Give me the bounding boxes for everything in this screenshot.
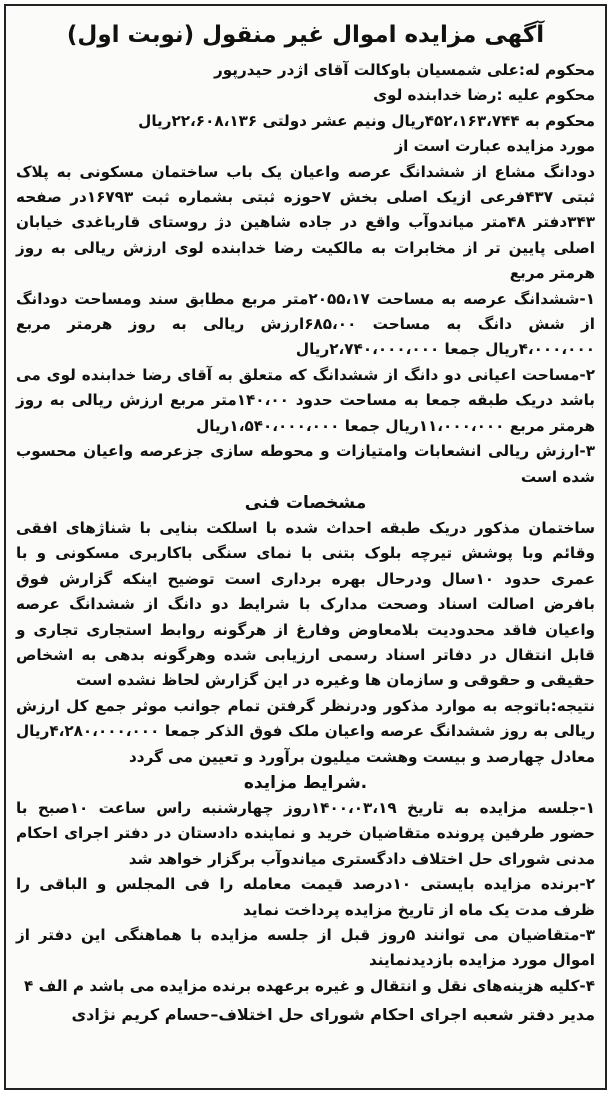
land-valuation-item: ۱-ششدانگ عرصه به مساحت ۲۰۵۵،۱۷متر مربع مطابق سند ومساحت دودانگ از شش دانگ به مساحت ۶۸۵،۰۰ارزش ریالی به روز هرمتر مربع ۴،۰۰۰،۰۰۰ریال جمعا ۲،۷۴۰،۰۰۰،۰۰۰ریال (16, 289, 595, 359)
utilities-valuation-item: ۳-ارزش ریالی انشعابات وامتیازات و محوطه سازی جزعرصه واعیان محسوب شده است (16, 442, 595, 486)
technical-specs-heading: مشخصات فنی (244, 492, 367, 513)
notice-title: آگهی مزایده اموال غیر منقول (نوبت اول) (66, 22, 545, 48)
building-valuation-item: ۲-مساحت اعیانی دو دانگ از ششدانگ که متعلق به آقای رضا خدابنده لوی می باشد دریک طبقه جمعا به مساحت حدود ۱۴۰،۰۰متر مربع ارزش ریالی به روز هرمتر مربع ۱۱،۰۰۰،۰۰۰ریال جمعا ۱،۵۴۰،۰۰۰،۰۰۰ریال (16, 365, 595, 435)
auction-terms-heading: .شرایط مزایده (243, 772, 368, 793)
auction-notice (16, 18, 595, 1029)
technical-specs-body: ساختمان مذکور دریک طبقه احداث شده با اسلکت بنایی با شناژهای افقی وقائم وبا پوشش تیرچه بلوک بتنی با نمای سنگی باکاربری مسکونی و با عمری حدود ۱۰سال ودرحال بهره برداری است توضیح اینکه گزارش فوق بافرض اصالت اسناد وصحت مدارک با شرایط دو دانگ از ششدانگ عرصه واعیان فاقد محدودیت بلامعاوض وفارغ از هرگونه روابط استجاری تجاری و قابل انتقال در دفاتر اسناد رسمی ارزیابی شده وهرگونه بدهی به اشخاص حقیقی و حقوقی و سازمان ها وغیره در این گزارش لحاظ نشده است (16, 518, 595, 690)
auction-term-3: ۳-متقاضیان می توانند ۵روز قبل از جلسه مزایده با هماهنگی این دفتر از اموال مورد مزایده بازدیدنمایند (16, 926, 595, 970)
auction-term-1: ۱-جلسه مزایده به تاریخ ۱۴۰۰،۰۳،۱۹روز چهارشنبه راس ساعت ۱۰صبح با حضور طرفین پرونده متقاضیان خرید و نماینده دادستان در دفتر اجرای احکام مدنی شورای حل اختلاف دادگستری میاندوآب برگزار خواهد شد (16, 798, 595, 868)
auction-term-4: ۴-کلیه هزینه‌های نقل و انتقال و غیره برعهده برنده مزایده می باشد م الف ۴ (24, 976, 595, 995)
plaintiff-line: محکوم له:علی شمسیان باوکالت آقای اژدر حیدرپور (214, 61, 595, 79)
subject-intro: مورد مزایده عبارت است از (394, 137, 595, 156)
defendant-line: محکوم علیه :رضا خدابنده لوی (373, 86, 595, 105)
valuation-conclusion: نتیجه:باتوجه به موارد مذکور ودرنظر گرفتن تمام جوانب موثر جمع کل ارزش ریالی به روز ششدانگ عرصه واعیان ملک فوق الذکر جمعا ۴،۲۸۰،۰۰۰،۰۰۰ریال معادل چهارصد و بیست وهشت میلیون برآورد و تعیین می گردد (16, 696, 595, 766)
property-description: دودانگ مشاع از ششدانگ عرصه واعیان یک باب ساختمان مسکونی به پلاک ثبتی ۴۳۷فرعی ازیک اصلی بخش ۷حوزه ثبتی بشماره ثبت ۱۶۷۹۳در صفحه ۳۴۳دفتر ۴۸متر میاندوآب واقع در جاده شاهین دژ روستای قارباغدی خیابان اصلی پایین تر از مخابرات به مالکیت رضا خدابنده لوی ارزش ریالی به روز هرمتر مربع (16, 162, 595, 283)
judgment-amount-line: محکوم به ۴۵۲،۱۶۳،۷۴۴ریال ونیم عشر دولتی ۲۲،۶۰۸،۱۳۶ریال (138, 111, 595, 130)
notice-frame (4, 4, 607, 1090)
signature-line: مدیر دفتر شعبه اجرای احکام شورای حل اختلاف–حسام کریم نژادی (71, 1005, 595, 1025)
auction-term-2: ۲-برنده مزایده بایستی ۱۰درصد قیمت معامله را فی المجلس و الباقی را ظرف مدت یک ماه از تاریخ مزایده پرداخت نماید (16, 875, 596, 919)
